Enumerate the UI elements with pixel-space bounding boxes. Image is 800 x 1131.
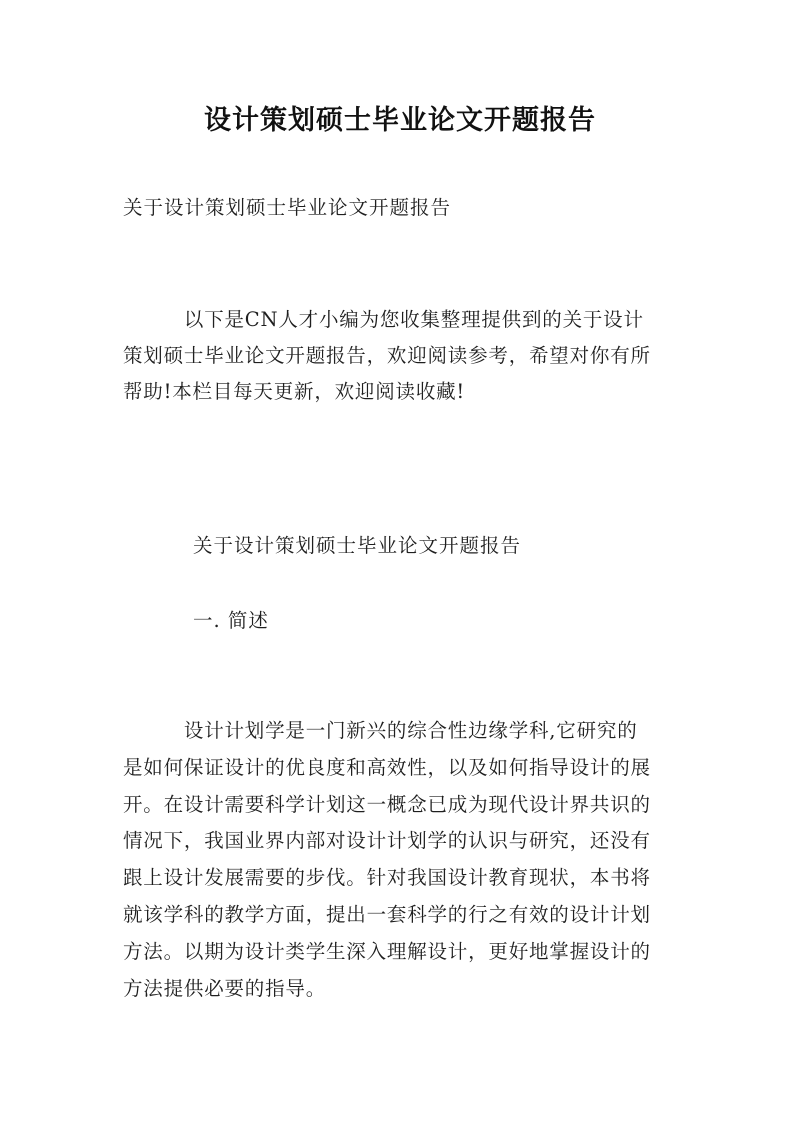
body-line: 就该学科的教学方面，提出一套科学的行之有效的设计计划 <box>123 902 651 926</box>
intro-line: 以下是CN人才小编为您收集整理提供到的关于设计 <box>123 308 644 331</box>
intro-line: 帮助!本栏目每天更新，欢迎阅读收藏! <box>123 380 466 403</box>
document-subtitle: 关于设计策划硕士毕业论文开题报告 <box>123 196 452 219</box>
body-line: 开。在设计需要科学计划这一概念已成为现代设计界共识的 <box>123 792 651 816</box>
body-line: 跟上设计发展需要的步伐。针对我国设计教育现状，本书将 <box>123 866 651 890</box>
body-line: 方法。以期为设计类学生深入理解设计，更好地掌握设计的 <box>123 939 651 963</box>
body-line: 情况下，我国业界内部对设计计划学的认识与研究，还没有 <box>123 829 651 853</box>
document-title: 设计策划硕士毕业论文开题报告 <box>204 105 596 136</box>
section-heading: 一. 简述 <box>193 609 269 632</box>
section-title: 关于设计策划硕士毕业论文开题报告 <box>193 534 522 557</box>
body-line: 是如何保证设计的优良度和高效性，以及如何指导设计的展 <box>123 755 651 779</box>
body-line: 方法提供必要的指导。 <box>123 976 327 1000</box>
body-line: 设计计划学是一门新兴的综合性边缘学科,它研究的 <box>123 719 638 742</box>
intro-paragraph <box>123 302 683 410</box>
intro-line: 策划硕士毕业论文开题报告，欢迎阅读参考，希望对你有所 <box>123 344 651 367</box>
body-paragraph <box>123 713 683 1007</box>
